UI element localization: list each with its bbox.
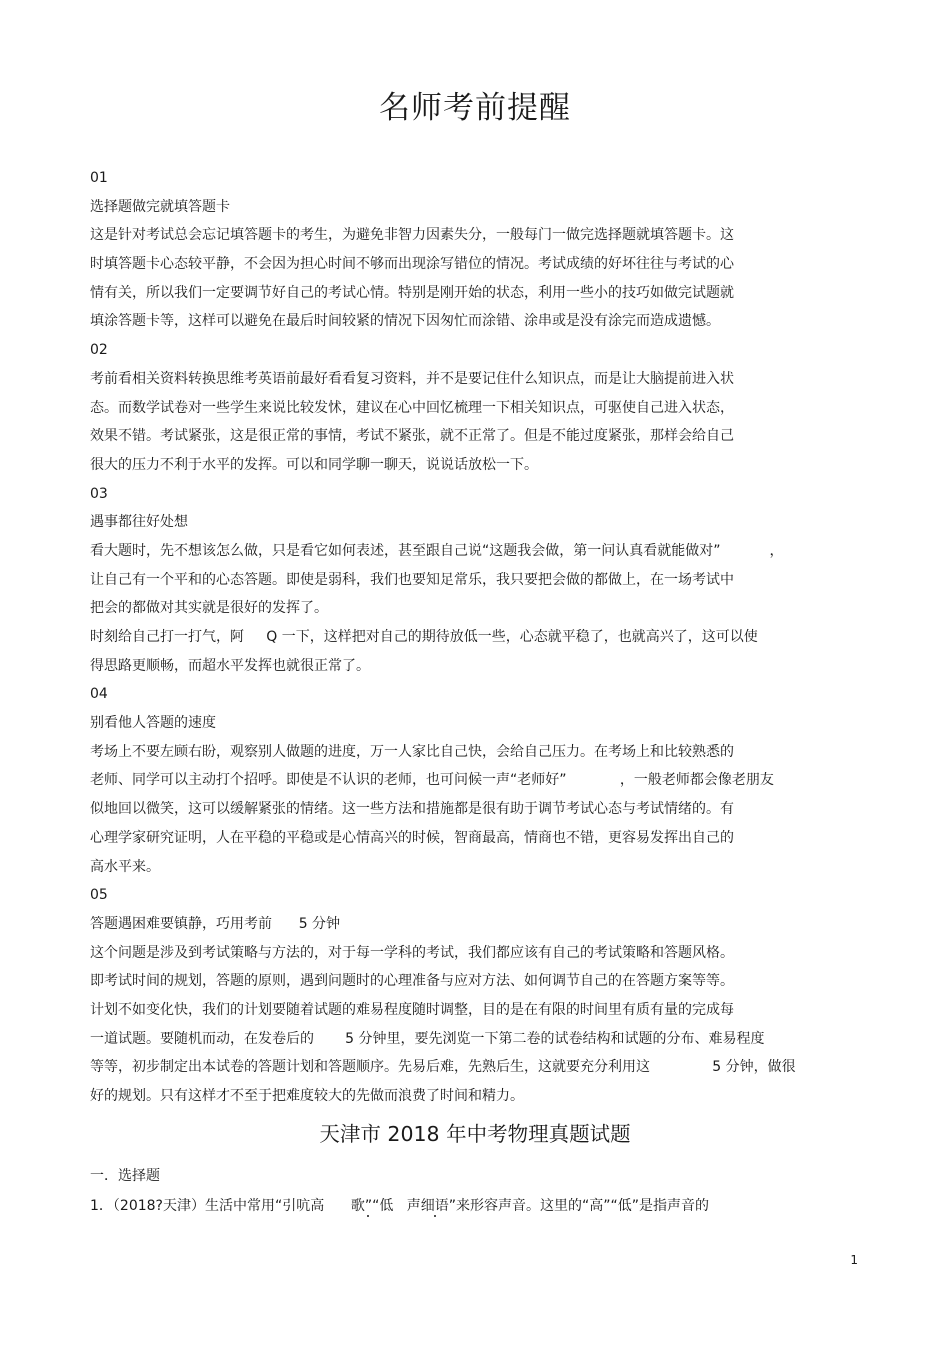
paragraph-line: 很大的压力不利于水平的发挥。可以和同学聊一聊天，说说话放松一下。 [90, 456, 538, 473]
paragraph-line: 考前看相关资料转换思维考英语前最好看看复习资料，并不是要记住什么知识点，而是让大脑提前进入状 [90, 370, 734, 387]
section-number: 01 [90, 170, 108, 186]
paragraph-line: 好的规划。只有这样才不至于把难度较大的先做而浪费了时间和精力。 [90, 1088, 524, 1104]
paragraph-line: 效果不错。考试紧张，这是很正常的事情，考试不紧张，就不正常了。但是不能过度紧张，那样会给自己 [90, 428, 734, 445]
paragraph-line: 高水平来。 [90, 858, 160, 875]
paragraph-line: 看大题时，先不想该怎么做，只是看它如何表述，甚至跟自己说“这题我会做，第一问认真看就能做对” ， [90, 542, 784, 559]
paragraph-line: 时填答题卡心态较平静，不会因为担心时间不够而出现涂写错位的情况。考试成绩的好坏往往与考试的心 [90, 256, 734, 273]
section-heading: 遇事都往好处想 [90, 514, 188, 531]
paragraph-line: 得思路更顺畅，而超水平发挥也就很正常了。 [90, 657, 370, 674]
paragraph-line: 老师、同学可以主动打个招呼。即使是不认识的老师，也可问候一声“老师好” ，一般老师都会像老朋友 [90, 772, 774, 789]
section-number: 02 [90, 342, 108, 359]
paragraph-line: 情有关，所以我们一定要调节好自己的考试心情。特别是刚开始的状态，利用一些小的技巧如做完试题就 [90, 284, 734, 301]
exam-title: 天津市 2018 年中考物理真题试题 [319, 1122, 631, 1146]
section-heading: 答题遇困难要镇静，巧用考前 5 分钟 [90, 915, 341, 932]
section-number: 05 [90, 887, 108, 904]
paragraph-line: 计划不如变化快，我们的计划要随着试题的难易程度随时调整，目的是在有限的时间里有质有量的完成每 [90, 1001, 734, 1018]
exam-section-label: 一．选择题 [90, 1168, 160, 1184]
section-number: 04 [90, 686, 108, 703]
exam-question: 1．（2018?天津）生活中常用“引吭高 歌”“低 声细语”来形容声音。这里的“高”“低”是指声音的 [90, 1198, 710, 1214]
page-title: 名师考前提醒 [379, 90, 571, 126]
emphasis-dot [367, 1215, 369, 1217]
paragraph-line: 等等，初步制定出本试卷的答题计划和答题顺序。先易后难，先熟后生，这就要充分利用这 5 分钟，做很 [90, 1059, 796, 1076]
paragraph-line: 似地回以微笑，这可以缓解紧张的情绪。这一些方法和措施都是很有助于调节考试心态与考试情绪的。有 [90, 801, 734, 818]
paragraph-line: 态。而数学试卷对一些学生来说比较发怵，建议在心中回忆梳理一下相关知识点，可驱使自己进入状态， [90, 399, 734, 416]
paragraph-line: 心理学家研究证明，人在平稳的平稳或是心情高兴的时候，智商最高，情商也不错，更容易发挥出自己的 [90, 829, 734, 846]
article-body [90, 164, 870, 1111]
paragraph-line: 这是针对考试总会忘记填答题卡的考生，为避免非智力因素失分，一般每门一做完选择题就填答题卡。这 [90, 227, 734, 244]
paragraph-line: 即考试时间的规划，答题的原则，遇到问题时的心理准备与应对方法、如何调节自己的在答题方案等等。 [90, 973, 734, 990]
paragraph-line: 填涂答题卡等，这样可以避免在最后时间较紧的情况下因匆忙而涂错、涂串或是没有涂完而造成遗憾。 [90, 313, 720, 330]
paragraph-line: 让自己有一个平和的心态答题。即使是弱科，我们也要知足常乐，我只要把会做的都做上，在一场考试中 [90, 571, 734, 588]
paragraph-line: 把会的都做对其实就是很好的发挥了。 [90, 600, 328, 617]
section-number: 03 [90, 485, 108, 502]
emphasis-dot [434, 1215, 436, 1217]
section-heading: 别看他人答题的速度 [90, 715, 216, 732]
paragraph-line: 一道试题。要随机而动，在发卷后的 5 分钟里，要先浏览一下第二卷的试卷结构和试题的分布、难易程度 [90, 1030, 765, 1047]
page-number: 1 [850, 1253, 858, 1267]
section-heading: 选择题做完就填答题卡 [90, 198, 230, 215]
paragraph-line: 时刻给自己打一打气，阿 Q 一下，这样把对自己的期待放低一些，心态就平稳了，也就高兴了，这可以使 [90, 629, 758, 645]
paragraph-line: 考场上不要左顾右盼，观察别人做题的进度，万一人家比自己快，会给自己压力。在考场上和比较熟悉的 [90, 743, 734, 760]
paragraph-line: 这个问题是涉及到考试策略与方法的，对于每一学科的考试，我们都应该有自己的考试策略和答题风格。 [90, 944, 734, 961]
